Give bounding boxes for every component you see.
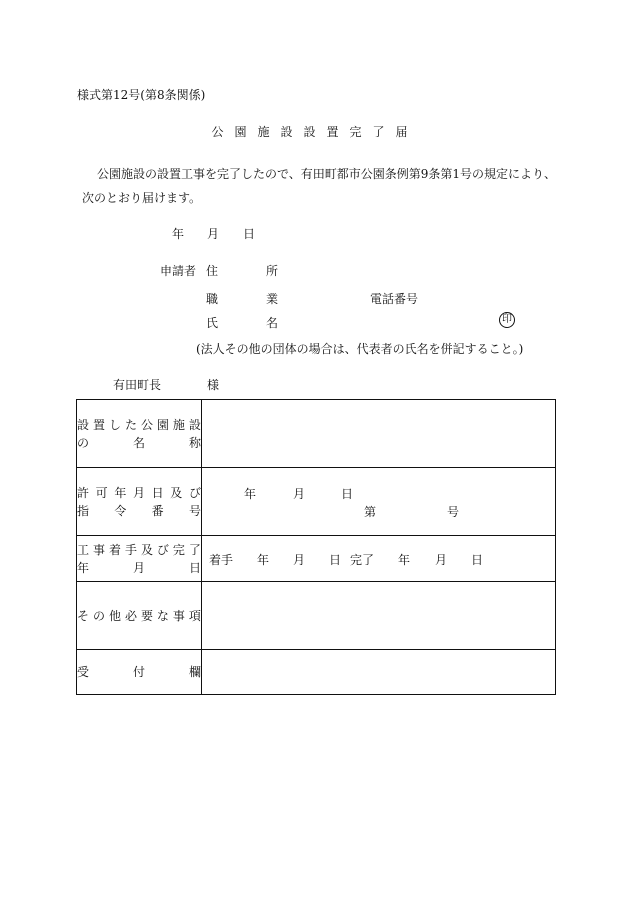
phone-label: 電話番号 [370,292,419,306]
table-row [77,468,556,536]
reception-label: 受 付 欄 [77,650,202,695]
intro-line-1: 公園施設の設置工事を完了したので、有田町都市公園条例第9条第1号の規定により、 [97,167,557,181]
table-row [77,582,556,650]
permit-label: 許 可 年 月 日 及 び 指 令 番 号 [77,468,202,536]
form-reference: 様式第12号(第8条関係) [77,88,206,102]
facility-name-field[interactable] [202,400,556,468]
permit-field[interactable]: 年 月 日 第 号 [202,468,556,536]
addressee-mayor: 有田町長 [113,378,162,392]
address-label-1: 住 [206,264,219,278]
other-matters-label: そ の 他 必 要 な 事 項 [77,582,202,650]
table-row [77,400,556,468]
date-year-label: 年 [172,227,185,241]
date-month-label: 月 [207,227,220,241]
name-label-2: 名 [266,316,279,330]
construction-dates-field[interactable]: 着手 年 月 日 完了 年 月 日 [202,536,556,582]
table-row [77,650,556,695]
intro-line-2: 次のとおり届けます。 [82,191,202,205]
address-label-2: 所 [266,264,279,278]
completion-form-table [76,399,556,695]
date-day-label: 日 [243,227,256,241]
seal-mark: 印 [499,312,515,328]
name-label-1: 氏 [206,316,219,330]
occupation-label-2: 業 [266,292,279,306]
facility-name-label: 設 置 し た 公 園 施 設 の 名 称 [77,400,202,468]
construction-dates-label: 工 事 着 手 及 び 完 了 年 月 日 [77,536,202,582]
corporate-note: (法人その他の団体の場合は、代表者の氏名を併記すること。) [196,342,524,356]
occupation-label-1: 職 [206,292,219,306]
applicant-label: 申請者 [160,264,197,278]
table-row [77,536,556,582]
document-title: 公園施設設置完了届 [211,125,419,139]
addressee-honorific: 様 [207,378,220,392]
other-matters-field[interactable] [202,582,556,650]
reception-field[interactable] [202,650,556,695]
